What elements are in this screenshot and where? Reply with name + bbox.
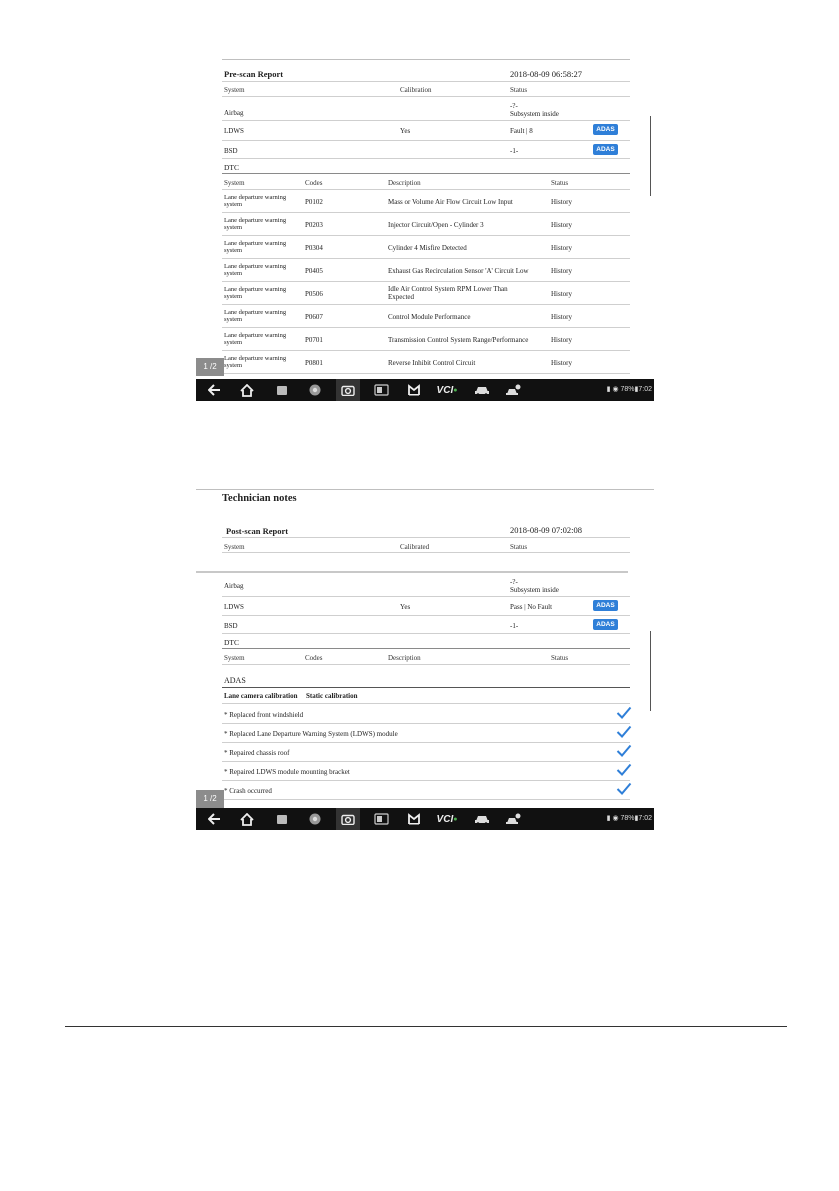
dtc-description: Reverse Inhibit Control Circuit (388, 359, 476, 367)
camera-icon[interactable] (336, 808, 360, 830)
col-header-system: System (224, 543, 245, 551)
adas-item-label: * Replaced front windshield (224, 711, 304, 719)
dtc-code: P0506 (305, 290, 323, 298)
report-timestamp: 2018-08-09 07:02:08 (510, 525, 583, 535)
technician-notes-title: Technician notes (222, 493, 297, 504)
dtc-system-cont: system (224, 247, 243, 254)
checkmark-icon (616, 725, 632, 738)
system-name: Airbag (224, 109, 244, 117)
recent-apps-icon[interactable] (274, 379, 290, 401)
dtc-code: P0701 (305, 336, 323, 344)
car-user-icon[interactable] (504, 379, 526, 401)
adas-item-label: * Crash occurred (224, 787, 272, 795)
dtc-header-status: Status (551, 179, 569, 187)
settings-icon: ◉ (612, 386, 619, 393)
dtc-status: History (551, 244, 572, 252)
maxifix-icon[interactable] (405, 808, 423, 830)
system-status: -?- (510, 102, 518, 110)
system-name: BSD (224, 622, 238, 630)
dtc-system-cont: system (224, 201, 243, 208)
dtc-system: Lane departure warning (224, 240, 287, 247)
system-status: -?- (510, 578, 518, 586)
dtc-system: Lane departure warning (224, 286, 287, 293)
car-icon[interactable] (472, 379, 492, 401)
status-area (607, 379, 652, 401)
settings-icon: ◉ (612, 815, 619, 822)
dtc-code: P0102 (305, 198, 323, 206)
dtc-code: P0405 (305, 267, 323, 275)
page-indicator: 1 /2 (196, 358, 224, 376)
dtc-header-description: Description (388, 654, 421, 662)
system-name: LDWS (224, 127, 244, 135)
dtc-system: Lane departure warning (224, 217, 287, 224)
dtc-status: History (551, 313, 572, 321)
dtc-system-cont: system (224, 224, 243, 231)
vci-label: VCI (436, 813, 454, 825)
dtc-status: History (551, 267, 572, 275)
dtc-status: History (551, 359, 572, 367)
dtc-system: Lane departure warning (224, 194, 287, 201)
adas-badge[interactable]: ADAS (593, 600, 618, 611)
clock: 7:02 (638, 815, 652, 822)
col-header-status: Status (510, 543, 528, 551)
chrome-icon[interactable] (307, 379, 323, 401)
vci-icon[interactable]: VCI ● (436, 813, 458, 825)
chrome-icon[interactable] (307, 808, 323, 830)
col-header-system: System (224, 86, 245, 94)
dtc-system-cont: system (224, 339, 243, 346)
dtc-status: History (551, 221, 572, 229)
dtc-system: Lane departure warning (224, 309, 287, 316)
car-icon[interactable] (472, 808, 492, 830)
dtc-title: DTC (224, 163, 239, 172)
dtc-system: Lane departure warning (224, 332, 287, 339)
adas-header-calibration: Lane camera calibration (224, 692, 298, 700)
adas-item-label: * Repaired chassis roof (224, 749, 290, 757)
scrollbar[interactable] (650, 631, 651, 711)
home-icon[interactable] (238, 808, 256, 830)
dtc-system: Lane departure warning (224, 355, 287, 362)
battery-level: 78% (620, 386, 635, 393)
vci-icon[interactable]: VCI ● (436, 384, 458, 396)
back-icon[interactable] (206, 379, 224, 401)
system-name: Airbag (224, 582, 244, 590)
dtc-system-cont: system (224, 270, 243, 277)
system-status: -1- (510, 147, 519, 155)
col-header-status: Status (510, 86, 528, 94)
vci-label: VCI (436, 384, 454, 396)
system-name: BSD (224, 147, 238, 155)
android-navbar (196, 808, 654, 830)
system-status: Pass | No Fault (510, 603, 553, 611)
battery-level: 78% (620, 815, 635, 822)
dtc-system-cont: system (224, 316, 243, 323)
dtc-code: P0607 (305, 313, 323, 321)
clock: 7:02 (638, 386, 652, 393)
back-icon[interactable] (206, 808, 224, 830)
dtc-code: P0801 (305, 359, 323, 367)
col-header-calibrated: Calibrated (400, 543, 430, 551)
dtc-code: P0203 (305, 221, 323, 229)
adas-badge[interactable]: ADAS (593, 144, 618, 155)
adas-item-label: * Replaced Lane Departure Warning System (LDWS) module (224, 730, 398, 738)
dtc-description: Idle Air Control System RPM Lower Than (388, 285, 508, 293)
dtc-description-cont: Expected (388, 293, 415, 301)
adas-item-label: * Repaired LDWS module mounting bracket (224, 768, 350, 776)
screen-mirror-icon[interactable] (372, 379, 390, 401)
col-header-calibration: Calibration (400, 86, 432, 94)
dtc-description: Cylinder 4 Misfire Detected (388, 244, 467, 252)
adas-header-type: Static calibration (306, 692, 358, 700)
dtc-description: Transmission Control System Range/Performance (388, 336, 529, 344)
checkmark-icon (616, 782, 632, 795)
notification-icon: ▮ (606, 815, 611, 822)
dtc-header-codes: Codes (305, 179, 323, 187)
dtc-description: Exhaust Gas Recirculation Sensor 'A' Circuit Low (388, 267, 529, 275)
dtc-header-codes: Codes (305, 654, 323, 662)
battery-icon: ▮ (634, 386, 639, 393)
report-title: Pre-scan Report (224, 69, 284, 79)
dtc-status: History (551, 336, 572, 344)
dtc-description: Control Module Performance (388, 313, 471, 321)
dtc-description: Mass or Volume Air Flow Circuit Low Input (388, 198, 513, 206)
android-navbar (196, 379, 654, 401)
dtc-code: P0304 (305, 244, 323, 252)
dtc-system: Lane departure warning (224, 263, 287, 270)
dtc-header-status: Status (551, 654, 569, 662)
post-scan-screenshot (196, 488, 654, 830)
scrollbar[interactable] (650, 116, 651, 196)
pre-scan-screenshot (196, 52, 654, 402)
system-status-detail: Subsystem inside (510, 586, 559, 594)
system-name: LDWS (224, 603, 244, 611)
dtc-description: Injector Circuit/Open - Cylinder 3 (388, 221, 484, 229)
footer-rule (65, 1026, 787, 1027)
adas-title: ADAS (224, 676, 246, 685)
dtc-status: History (551, 290, 572, 298)
status-area (607, 808, 652, 830)
dtc-system-cont: system (224, 293, 243, 300)
divider (222, 59, 630, 60)
system-status: -1- (510, 622, 519, 630)
adas-badge[interactable]: ADAS (593, 124, 618, 135)
checkmark-icon (616, 706, 632, 719)
dtc-title: DTC (224, 638, 239, 647)
dtc-header-description: Description (388, 179, 421, 187)
dtc-header-system: System (224, 179, 245, 187)
notification-icon: ▮ (606, 386, 611, 393)
divider (196, 489, 654, 490)
dtc-system-cont: system (224, 362, 243, 369)
car-user-icon[interactable] (504, 808, 526, 830)
system-calibration: Yes (400, 603, 411, 611)
screen-mirror-icon[interactable] (372, 808, 390, 830)
system-calibration: Yes (400, 127, 411, 135)
dtc-header-system: System (224, 654, 245, 662)
camera-icon[interactable] (336, 379, 360, 401)
maxifix-icon[interactable] (405, 379, 423, 401)
adas-badge[interactable]: ADAS (593, 619, 618, 630)
page-indicator: 1 /2 (196, 790, 224, 808)
report-timestamp: 2018-08-09 06:58:27 (510, 69, 583, 79)
battery-icon: ▮ (634, 815, 639, 822)
checkmark-icon (616, 763, 632, 776)
report-title: Post-scan Report (226, 526, 289, 536)
checkmark-icon (616, 744, 632, 757)
recent-apps-icon[interactable] (274, 808, 290, 830)
system-status: Fault | 8 (510, 127, 533, 135)
system-status-detail: Subsystem inside (510, 110, 559, 118)
dtc-status: History (551, 198, 572, 206)
home-icon[interactable] (238, 379, 256, 401)
